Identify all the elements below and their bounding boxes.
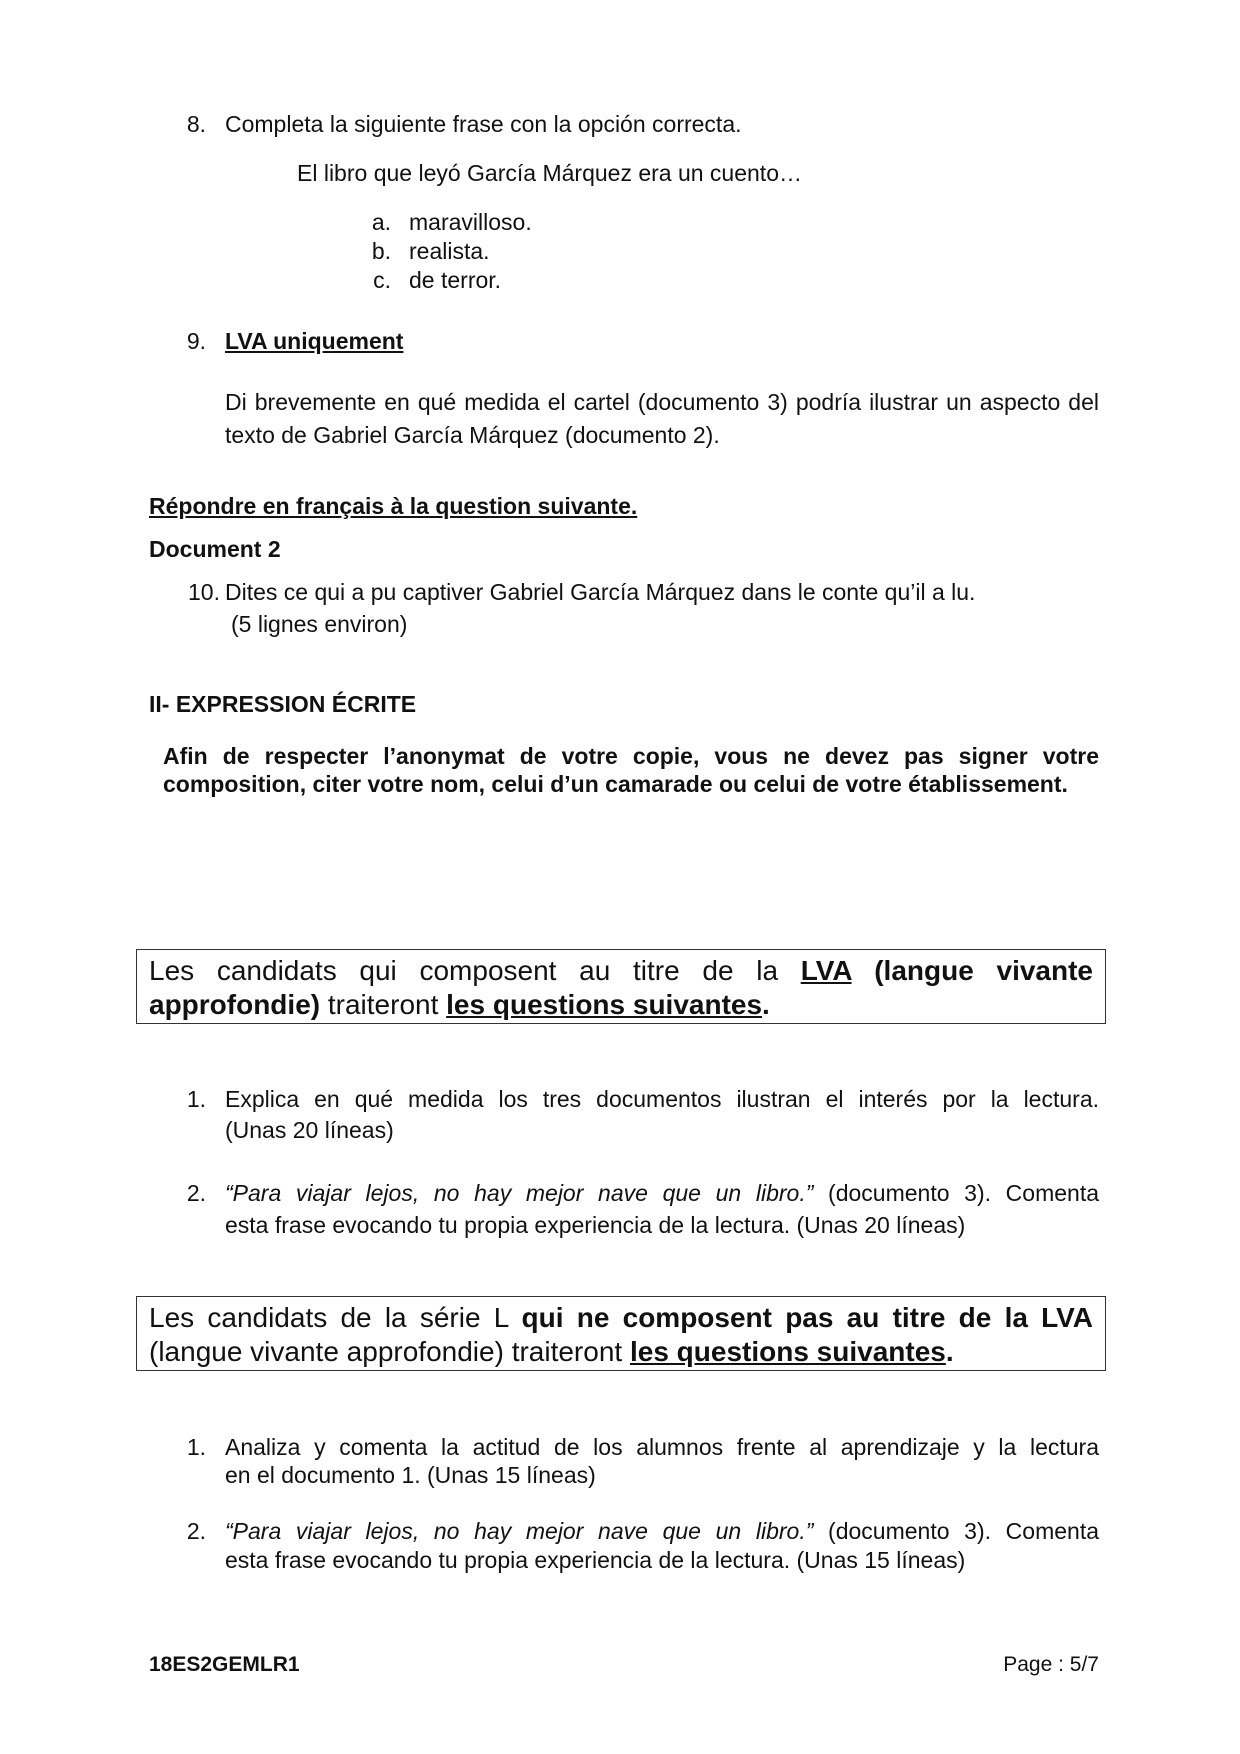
nonlva-question-text: (documento 3). Comenta — [813, 1518, 1100, 1544]
nonlva-question-number: 2. — [186, 1518, 206, 1544]
q10-text: Dites ce qui a pu captiver Gabriel García Márquez dans le conte qu’il a lu. — [225, 579, 976, 605]
nonlva-box-text: . — [945, 1336, 954, 1367]
lva-box-text: traiteront — [320, 989, 447, 1020]
q8-prompt: El libro que leyó García Márquez era un cuento… — [297, 160, 802, 186]
lva-box-emphasis: (langue vivante approfondie) — [149, 955, 1093, 1020]
q8-option-text: realista. — [409, 238, 490, 264]
q8-option-text: de terror. — [409, 267, 502, 293]
q8-text: Completa la siguiente frase con la opción correcta. — [225, 111, 742, 137]
nonlva-box-emphasis: les questions suivantes — [629, 1336, 946, 1367]
nonlva-instruction-box — [136, 1296, 1106, 1371]
lva-question-line: Explica en qué medida los tres documentos ilustran el interés por la lectura. — [225, 1086, 1099, 1112]
nonlva-question-line — [225, 1518, 1099, 1545]
page-number: Page : 5/7 — [1003, 1653, 1099, 1676]
nonlva-box-text: (langue vivante approfondie) traiteront — [149, 1336, 630, 1367]
anonymity-notice: Afin de respecter l’anonymat de votre copie, vous ne devez pas signer votre composition, citer votre nom, celui d’un camarade ou celui de votre établissement. — [163, 743, 1099, 797]
section2-heading: II- EXPRESSION ÉCRITE — [149, 691, 417, 717]
lva-instruction-box — [136, 949, 1106, 1024]
lva-question-number: 1. — [186, 1086, 206, 1112]
q9-title: LVA uniquement — [225, 328, 404, 354]
quote: “Para viajar lejos, no hay mejor nave que un libro.” — [225, 1518, 814, 1544]
q9-text: Di brevemente en qué medida el cartel (documento 3) podría ilustrar un aspecto del texto de Gabriel García Márquez (documento 2). — [225, 389, 1099, 448]
lva-question-line: esta frase evocando tu propia experiencia de la lectura. (Unas 20 líneas) — [225, 1212, 966, 1238]
nonlva-question-line: en el documento 1. (Unas 15 líneas) — [225, 1462, 596, 1488]
nonlva-question-line: esta frase evocando tu propia experiencia de la lectura. (Unas 15 líneas) — [225, 1547, 966, 1573]
french-section-heading: Répondre en français à la question suivante. — [149, 493, 638, 519]
document-code: 18ES2GEMLR1 — [149, 1653, 300, 1676]
q8-option-text: maravilloso. — [409, 209, 532, 235]
lva-box-emphasis: les questions suivantes — [446, 989, 763, 1020]
nonlva-box-text: Les candidats de la série L — [149, 1302, 522, 1333]
nonlva-question-number: 1. — [186, 1434, 206, 1460]
lva-question-line: (Unas 20 líneas) — [225, 1117, 394, 1143]
lva-question-line — [225, 1180, 1099, 1207]
q9-number: 9. — [186, 328, 206, 354]
quote: “Para viajar lejos, no hay mejor nave que un libro.” — [225, 1180, 814, 1206]
lva-question-number: 2. — [186, 1180, 206, 1206]
lva-box-emphasis: LVA — [800, 955, 852, 986]
q10-note: (5 lignes environ) — [231, 611, 408, 637]
q8-option-letter: b. — [371, 238, 391, 264]
lva-box-text: Les candidats qui composent au titre de la — [149, 955, 801, 986]
lva-question-text: (documento 3). Comenta — [813, 1180, 1100, 1206]
q8-number: 8. — [186, 111, 206, 137]
q8-option-letter: c. — [373, 267, 391, 293]
q10-number: 10. — [188, 579, 220, 605]
q8-option-letter: a. — [371, 209, 391, 235]
lva-box-text: . — [762, 989, 770, 1020]
document-label: Document 2 — [149, 536, 281, 562]
nonlva-box-emphasis: qui ne composent pas au titre de la LVA — [521, 1302, 1093, 1333]
nonlva-question-line: Analiza y comenta la actitud de los alumnos frente al aprendizaje y la lectura — [225, 1434, 1099, 1460]
